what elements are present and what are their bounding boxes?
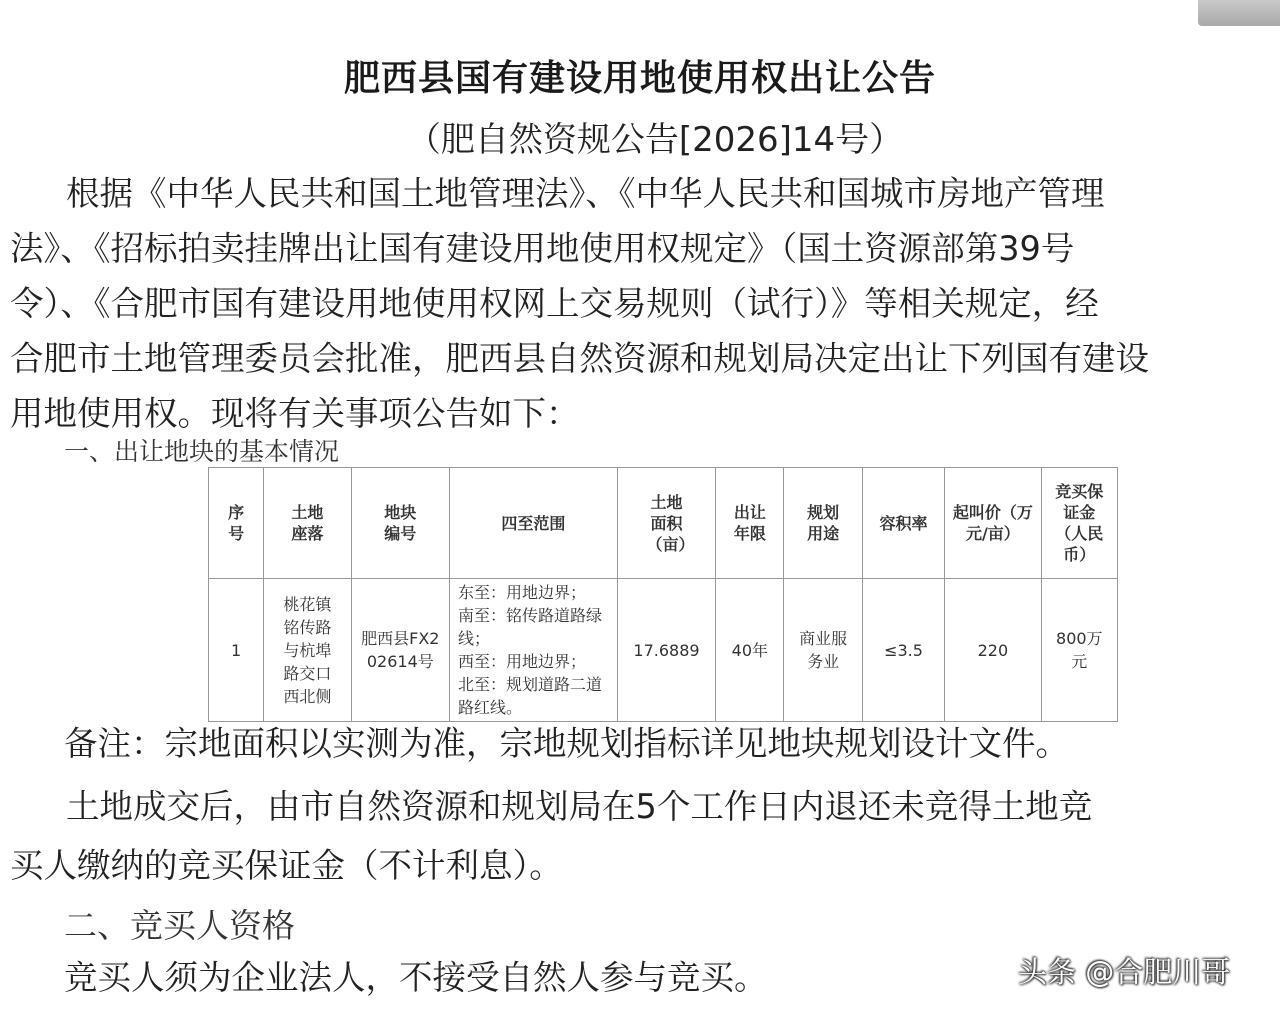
document-number: （肥自然资规公告[2026]14号） [406, 120, 904, 160]
refund-paragraph [10, 777, 1280, 895]
intro-line: 合肥市土地管理委员会批准，肥西县自然资源和规划局决定出让下列国有建设 [10, 339, 1149, 378]
cell-seq: 1 [209, 579, 264, 722]
cell-area: 17.6889 [617, 579, 715, 722]
cell-location: 桃花镇铭传路与杭埠路交口西北侧 [264, 579, 351, 722]
table-header-row [209, 468, 1118, 579]
header-term: 出让年限 [716, 468, 784, 579]
refund-line: 买人缴纳的竞买保证金（不计利息）。 [10, 846, 563, 885]
table-row [209, 579, 1118, 722]
header-boundaries: 四至范围 [450, 468, 618, 579]
header-seq: 序号 [209, 468, 264, 579]
section-heading-basic-info: 一、出让地块的基本情况 [64, 437, 340, 466]
land-parcel-table [208, 467, 1118, 722]
document-title: 肥西县国有建设用地使用权出让公告 [343, 58, 936, 99]
remark-note: 备注：宗地面积以实测为准，宗地规划指标详见地块规划设计文件。 [64, 724, 1069, 763]
cell-term: 40年 [716, 579, 784, 722]
header-area: 土地面积（亩） [617, 468, 715, 579]
cell-far: ≤3.5 [862, 579, 944, 722]
source-watermark: 头条 @合肥川哥 [1018, 955, 1231, 989]
qualification-requirement: 竞买人须为企业法人，不接受自然人参与竞买。 [64, 958, 768, 997]
corner-overlay [1198, 0, 1280, 26]
intro-line: 用地使用权。现将有关事项公告如下： [10, 394, 580, 433]
cell-parcel-no: 肥西县FX202614号 [351, 579, 449, 722]
intro-line: 根据《中华人民共和国土地管理法》、《中华人民共和国城市房地产管理 [66, 174, 1105, 213]
boundary-north: 北至：规划道路二道路红线。 [458, 675, 603, 717]
refund-line: 土地成交后，由市自然资源和规划局在5个工作日内退还未竞得土地竞 [66, 787, 1093, 826]
section-heading-qualification: 二、竞买人资格 [64, 906, 295, 945]
intro-line: 法》、《招标拍卖挂牌出让国有建设用地使用权规定》（国土资源部第39号 [10, 229, 1075, 268]
cell-deposit: 800万元 [1041, 579, 1117, 722]
header-start-price: 起叫价（万元/亩） [945, 468, 1041, 579]
intro-paragraph [10, 166, 1280, 441]
header-location: 土地座落 [264, 468, 351, 579]
cell-boundaries [450, 579, 618, 722]
boundary-west: 西至：用地边界； [458, 652, 587, 671]
boundary-east: 东至：用地边界； [458, 583, 587, 602]
cell-start-price: 220 [945, 579, 1041, 722]
header-deposit: 竞买保证金（人民币） [1041, 468, 1117, 579]
boundary-south: 南至：铭传路道路绿线； [458, 606, 603, 648]
cell-use: 商业服务业 [784, 579, 862, 722]
header-use: 规划用途 [784, 468, 862, 579]
header-far: 容积率 [862, 468, 944, 579]
intro-line: 令）、《合肥市国有建设用地使用权网上交易规则（试行）》等相关规定，经 [10, 284, 1099, 323]
header-parcel-no: 地块编号 [351, 468, 449, 579]
